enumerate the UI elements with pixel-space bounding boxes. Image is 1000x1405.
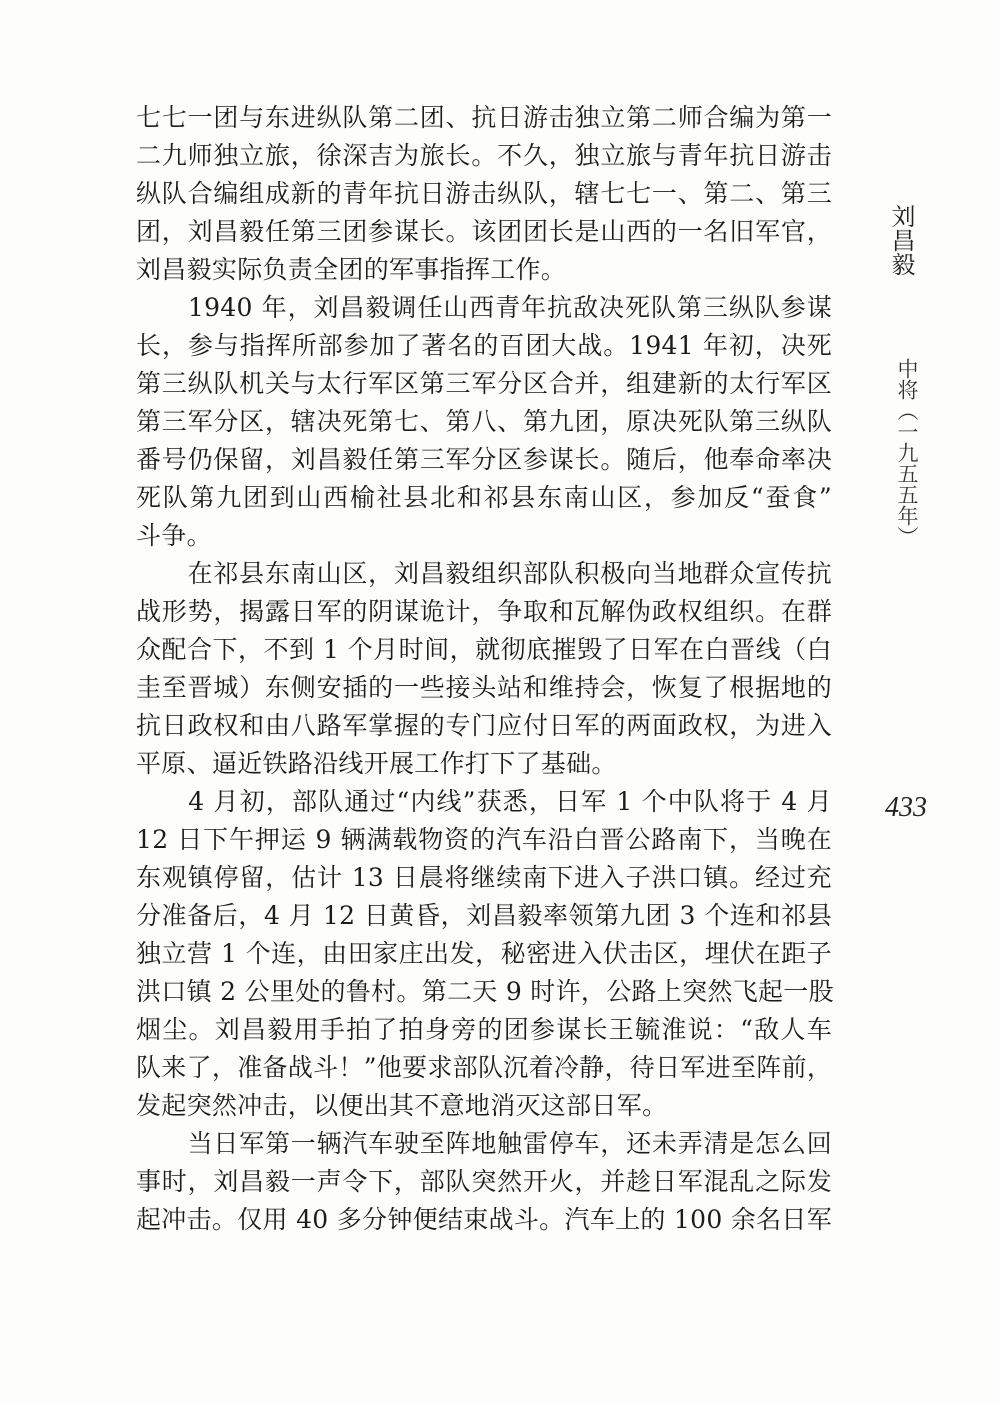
text-line: 长，参与指挥所部参加了著名的百团大战。1941 年初，决死 xyxy=(136,331,832,360)
text-line: 洪口镇 2 公里处的鲁村。第二天 9 时许，公路上突然飞起一股 xyxy=(136,977,834,1006)
text-line: 1940 年，刘昌毅调任山西青年抗敌决死队第三纵队参谋 xyxy=(136,293,832,322)
text-line: 在祁县东南山区，刘昌毅组织部队积极向当地群众宣传抗 xyxy=(136,559,832,588)
running-title: 刘昌毅 xyxy=(887,204,915,276)
text-line: 4 月初，部队通过“内线”获悉，日军 1 个中队将于 4 月 xyxy=(136,787,832,816)
text-line: 队来了，准备战斗！”他要求部队沉着冷静，待日军进至阵前， xyxy=(136,1053,833,1082)
text-line: 圭至晋城）东侧安插的一些接头站和维持会，恢复了根据地的 xyxy=(136,673,832,702)
page-number: 433 xyxy=(885,792,927,823)
text-line: 发起突然冲击，以便出其不意地消灭这部日军。 xyxy=(136,1091,668,1120)
text-line: 纵队合编组成新的青年抗日游击纵队，辖七七一、第二、第三 xyxy=(136,179,832,208)
text-line: 番号仍保留，刘昌毅任第三军分区参谋长。随后，他奉命率决 xyxy=(136,445,832,474)
text-line: 抗日政权和由八路军掌握的专门应付日军的两面政权，为进入 xyxy=(136,711,832,740)
text-line: 团，刘昌毅任第三团参谋长。该团团长是山西的一名旧军官， xyxy=(136,217,832,246)
text-line: 事时，刘昌毅一声令下，部队突然开火，并趁日军混乱之际发 xyxy=(136,1167,832,1196)
text-line: 当日军第一辆汽车驶至阵地触雷停车，还未弄清是怎么回 xyxy=(136,1129,832,1158)
text-line: 众配合下，不到 1 个月时间，就彻底摧毁了日军在白晋线（白 xyxy=(136,635,832,664)
text-line: 平原、逼近铁路沿线开展工作打下了基础。 xyxy=(136,749,617,778)
text-line: 东观镇停留，估计 13 日晨将继续南下进入子洪口镇。经过充 xyxy=(136,863,832,892)
text-line: 分准备后，4 月 12 日黄昏，刘昌毅率领第九团 3 个连和祁县 xyxy=(136,901,832,930)
text-line: 第三纵队机关与太行军区第三军分区合并，组建新的太行军区 xyxy=(136,369,832,398)
text-line: 战形势，揭露日军的阴谋诡计，争取和瓦解伪政权组织。在群 xyxy=(136,597,832,626)
running-subtitle: 中将（一九五五年） xyxy=(895,358,919,547)
text-line: 斗争。 xyxy=(136,521,212,550)
text-line: 死队第九团到山西榆社县北和祁县东南山区，参加反“蚕食” xyxy=(136,483,832,512)
text-line: 12 日下午押运 9 辆满载物资的汽车沿白晋公路南下，当晚在 xyxy=(136,825,832,854)
text-line: 起冲击。仅用 40 多分钟便结束战斗。汽车上的 100 余名日军 xyxy=(136,1205,832,1234)
text-line: 刘昌毅实际负责全团的军事指挥工作。 xyxy=(136,255,567,284)
text-line: 烟尘。刘昌毅用手拍了拍身旁的团参谋长王毓淮说：“敌人车 xyxy=(136,1015,832,1044)
body-text xyxy=(136,99,832,1239)
text-line: 七七一团与东进纵队第二团、抗日游击独立第二师合编为第一 xyxy=(136,103,832,132)
text-line: 独立营 1 个连，由田家庄出发，秘密进入伏击区，埋伏在距子 xyxy=(136,939,832,968)
text-line: 二九师独立旅，徐深吉为旅长。不久，独立旅与青年抗日游击 xyxy=(136,141,832,170)
text-line: 第三军分区，辖决死第七、第八、第九团，原决死队第三纵队 xyxy=(136,407,832,436)
